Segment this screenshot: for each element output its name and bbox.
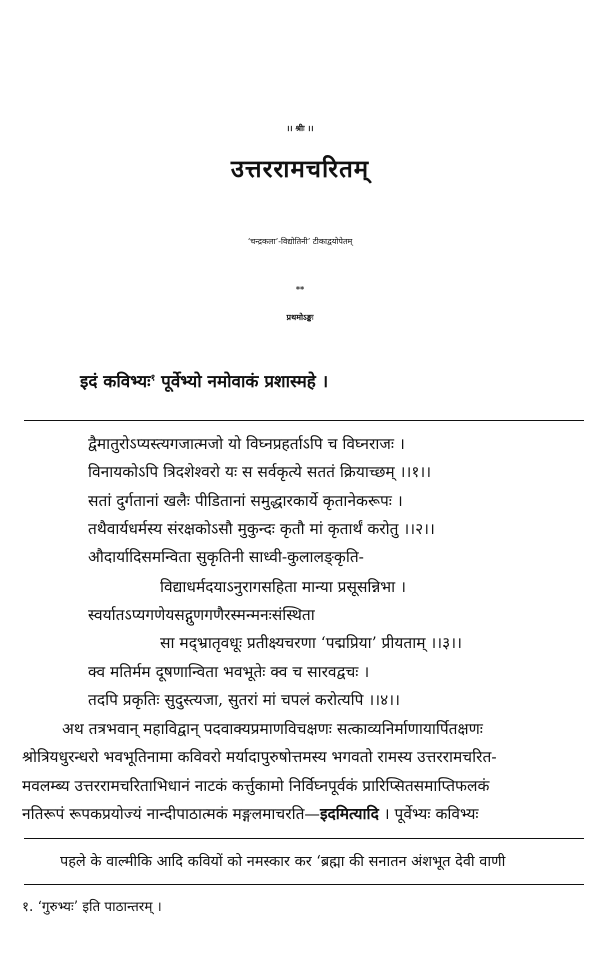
top-divider <box>24 420 584 421</box>
verse-line: क्व मतिर्मम दूषणान्विता भवभूतेः क्व च सारवद्वचः । <box>88 663 370 681</box>
mangala-verse <box>80 369 328 392</box>
verse-line: तथैवार्यधर्मस्य संरक्षकोऽसौ मुकुन्दः कृतौ मां कृतार्थं करोतु ।।२।। <box>88 520 435 538</box>
verse-line: विनायकोऽपि त्रिदशेश्वरो यः स सर्वकृत्ये सततं क्रियाच्छम् ।।१।। <box>88 463 432 481</box>
middle-divider <box>24 838 584 839</box>
verse-line: द्वैमातुरोऽप्यस्त्यगजात्मजो यो विघ्नप्रहर्ताऽपि च विघ्नराजः । <box>88 435 405 453</box>
footnote: १. ‘गुरुभ्यः’ इति पाठान्तरम् । <box>22 899 162 915</box>
commentary-line: अथ तत्रभवान् महाविद्वान् पदवाक्यप्रमाणविचक्षणः सत्काव्यनिर्माणायार्पितक्षणः <box>62 720 483 738</box>
mangala-text-after: पूर्वेभ्यो नमोवाकं प्रशास्महे । <box>155 372 329 392</box>
commentary-text: नतिरूपं रूपकप्रयोज्यं नान्दीपाठात्मकं मङ्गलमाचरति— <box>22 805 320 823</box>
commentary-keyword: इदमित्यादि <box>319 804 379 823</box>
shri-invocation: ।। श्रीः ।। <box>286 123 314 133</box>
verse-line: औदार्यादिसमन्विता सुकृतिनी साध्वी-कुलालङ्कृति- <box>88 548 364 566</box>
verse-line: स्वर्यातऽप्यगणेयसद्गुणगणैरस्मन्मनःसंस्थिता <box>88 606 315 624</box>
verse-line: तदपि प्रकृतिः सुदुस्त्यजा, सुतरां मां चपलं करोत्यपि ।।४।। <box>88 691 400 709</box>
commentary-line: मवलम्ब्य उत्तररामचरिताभिधानं नाटकं कर्त्तुकामो निर्विघ्नपूर्वकं प्रारिप्सितसमाप्तिफलकं <box>22 777 490 795</box>
commentary-text: । पूर्वेभ्यः कविभ्यः <box>378 805 479 823</box>
mangala-text-before: इदं कविभ्यः <box>80 372 151 392</box>
commentary-line: श्रोत्रियधुरन्धरो भवभूतिनामा कविवरो मर्यादापुरुषोत्तमस्य भगवतो रामस्य उत्तररामचरित- <box>22 748 497 766</box>
ornament-stars: ** <box>295 284 305 294</box>
footnote-divider <box>24 884 584 885</box>
footnote-marker: १ <box>150 373 156 384</box>
act-heading: प्रथमोऽङ्कः <box>286 312 314 322</box>
verse-line: सतां दुर्गतानां खलैः पीडितानां समुद्धारकार्ये कृतानेकरूपः । <box>88 492 403 510</box>
verse-line: सा मद्भ्रातृवधूः प्रतीक्ष्यचरणा ‘पद्मप्रिया’ प्रीयताम् ।।३।। <box>160 634 462 652</box>
subtitle: ‘चन्द्रकला’-विद्योतिनी’ टीकाद्वयोपेतम् <box>247 237 353 246</box>
page-title: उत्तररामचरितम् <box>230 154 370 183</box>
hindi-translation: पहले के वाल्मीकि आदि कवियों को नमस्कार कर ‘ब्रह्मा की सनातन अंशभूत देवी वाणी <box>60 854 506 870</box>
commentary-line <box>22 802 479 824</box>
verse-line: विद्याधर्मदयाऽनुरागसहिता मान्या प्रसूसन्निभा । <box>160 578 406 596</box>
